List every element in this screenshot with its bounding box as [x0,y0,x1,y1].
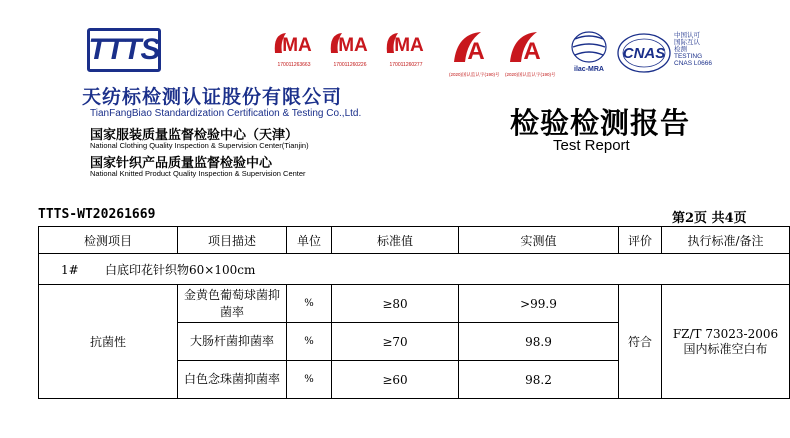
cal-mark-1 [449,28,500,78]
test-item-cell: 抗菌性 [39,285,178,399]
item-standard: ≥70 [332,323,459,361]
cnas-line: CNAS L0666 [674,60,712,67]
knitted-center-cn: 国家针织产品质量监督检验中心 [90,156,273,171]
cnas-line: 检测 [674,46,687,53]
clothing-center-en: National Clothing Quality Inspection & Supervision Center(Tianjin) [90,141,309,150]
results-table [38,226,790,399]
svg-text:ilac-MRA: ilac-MRA [574,66,604,73]
cma-icon [272,30,316,56]
cnas-line: 国际互认 [674,39,700,46]
report-title-en: Test Report [553,137,630,154]
standard-reference: FZ/T 73023-2006 [672,326,779,341]
sample-number: 1# [61,262,79,277]
logo-text: TTTS [88,33,160,66]
cma-mark-3 [384,30,428,68]
page-current: 第2页 [672,211,708,226]
col-header: 标准值 [332,227,459,254]
table-row [39,285,790,323]
cal-number: (2020)国认监认字(190)号 [449,72,500,77]
sample-row [39,254,790,285]
cma-icon [384,30,428,56]
cnas-mark [616,30,716,76]
standard-cell [662,285,790,399]
company-name-cn: 天纺标检测认证股份有限公司 [82,86,343,108]
cma-mark-1 [272,30,316,68]
sample-description: 白底印花针织物60×100cm [105,262,256,277]
item-description: 大肠杆菌抑菌率 [178,323,287,361]
cma-mark-2 [328,30,372,68]
item-unit: % [287,361,332,399]
col-header: 检测项目 [39,227,178,254]
page-info [672,207,747,226]
item-measured: >99.9 [459,285,619,323]
company-logo [87,28,161,72]
col-header: 评价 [619,227,662,254]
item-measured: 98.2 [459,361,619,399]
cal-icon [505,28,551,68]
cal-mark-2 [505,28,556,78]
cnas-icon [616,30,672,76]
cnas-line: 中国认可 [674,32,700,39]
knitted-center-en: National Knitted Product Quality Inspection & Supervision Center [90,169,306,178]
col-header: 执行标准/备注 [662,227,790,254]
svg-text:CNAS: CNAS [622,45,666,62]
page-total: 共4页 [711,211,747,226]
col-header: 项目描述 [178,227,287,254]
svg-text:A: A [467,38,485,65]
evaluation-cell: 符合 [619,285,662,399]
cma-icon [328,30,372,56]
table-header-row [39,227,790,254]
cma-number: 170011263663 [277,62,311,68]
item-unit: % [287,285,332,323]
svg-text:MA: MA [394,35,424,56]
standard-note: 国内标准空白布 [683,341,768,356]
item-standard: ≥80 [332,285,459,323]
svg-text:A: A [523,38,541,65]
cal-icon [449,28,495,68]
sample-cell [39,254,790,285]
col-header: 实测值 [459,227,619,254]
item-unit: % [287,323,332,361]
clothing-center-cn: 国家服装质量监督检验中心（天津） [90,128,299,143]
report-title-cn: 检验检测报告 [510,106,691,140]
cma-number: 170011260277 [389,62,423,68]
cnas-line: TESTING [674,53,703,60]
svg-text:MA: MA [338,35,368,56]
cal-number: (2020)国认监认字(190)号 [505,72,556,77]
svg-text:MA: MA [282,35,312,56]
company-name-en: TianFangBiao Standardization Certification & Testing Co.,Ltd. [90,108,362,119]
cma-number: 170011260226 [333,62,367,68]
item-description: 白色念珠菌抑菌率 [178,361,287,399]
ilac-mra-icon [563,29,615,75]
item-standard: ≥60 [332,361,459,399]
item-measured: 98.9 [459,323,619,361]
item-description: 金黄色葡萄球菌抑菌率 [178,285,287,323]
col-header: 单位 [287,227,332,254]
report-number: TTTS-WT20261669 [38,207,156,222]
